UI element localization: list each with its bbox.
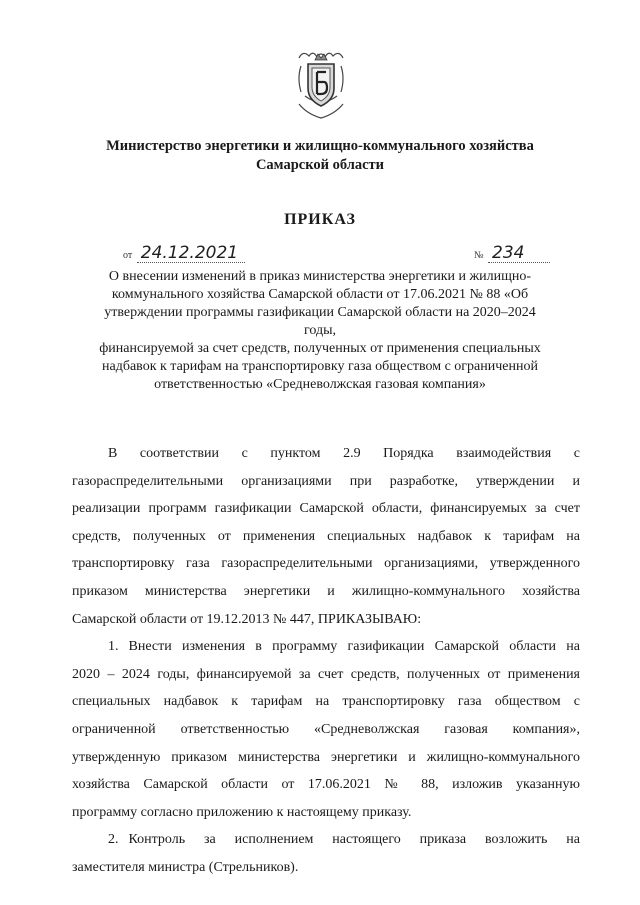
ministry-name-line-2: Самарской области	[255, 157, 385, 173]
ministry-name	[60, 137, 580, 175]
date-prefix: от	[123, 250, 133, 261]
item-1-line: 2020 – 2024 годы, финансируемой за счет средств, полученных от применения	[72, 666, 580, 682]
item-2-number: 2.	[108, 832, 119, 848]
item-1-first-line	[72, 633, 580, 661]
ministry-name-line-1: Министерство энергетики и жилищно-коммунального хозяйства	[106, 138, 534, 154]
item-2-line: заместителя министра (Стрельников).	[72, 859, 299, 875]
date-handwritten: 24.12.2021	[137, 244, 245, 263]
subject-line: О внесении изменений в приказ министерства энергетики и жилищно-	[108, 269, 532, 284]
item-1-number: 1.	[108, 639, 119, 655]
order-number	[474, 244, 550, 263]
item-2-text: Контроль за исполнением настоящего приказа возложить на	[128, 832, 580, 848]
item-1-line: специальных надбавок к тарифам на транспортировку газа обществом с	[72, 694, 580, 710]
preamble-line: В соответствии с пунктом 2.9 Порядка взаимодействия с	[108, 446, 580, 461]
item-1-line: утвержденную приказом министерства энергетики и жилищно-коммунального	[72, 749, 580, 765]
order-date	[123, 244, 245, 263]
item-1-line: программу согласно приложению к настоящему приказу.	[72, 804, 412, 820]
preamble-line: газораспределительными организациями при разработке, утверждении и	[72, 473, 580, 489]
item-1-line: ограниченной ответственностью «Средневолжская газовая компания»,	[72, 721, 580, 737]
subject-line: утверждении программы газификации Самарской области на 2020–2024 годы,	[104, 305, 536, 338]
subject-line: коммунального хозяйства Самарской области от 17.06.2021 № 88 «Об	[111, 287, 529, 302]
preamble-line: средств, полученных от применения специальных надбавок к тарифам на	[72, 528, 580, 544]
number-handwritten: 234	[488, 244, 550, 263]
order-body	[72, 440, 580, 882]
preamble-line: Самарской области от 19.12.2013 № 447, ПРИКАЗЫВАЮ:	[72, 611, 422, 627]
item-1-text: Внести изменения в программу газификации Самарской области на	[128, 639, 580, 655]
subject-line: ответственностью «Средневолжская газовая компания»	[154, 377, 486, 392]
preamble-line: приказом министерства энергетики и жилищно-коммунального хозяйства	[72, 583, 580, 599]
number-prefix: №	[474, 250, 484, 261]
order-subject	[90, 268, 550, 394]
item-1-line: хозяйства Самарской области от 17.06.2021 № 88, изложив указанную	[72, 777, 580, 793]
item-2-first-line	[72, 826, 580, 854]
coat-of-arms-emblem	[293, 48, 349, 122]
subject-line: финансируемой за счет средств, полученных от применения специальных	[99, 341, 541, 356]
document-title: ПРИКАЗ	[284, 211, 356, 228]
preamble-line: реализации программ газификации Самарской области, финансируемых за счет	[72, 501, 580, 517]
subject-line: надбавок к тарифам на транспортировку газа обществом с ограниченной	[102, 359, 538, 374]
preamble-line: транспортировку газа газораспределительными организациями, утвержденного	[72, 556, 580, 572]
